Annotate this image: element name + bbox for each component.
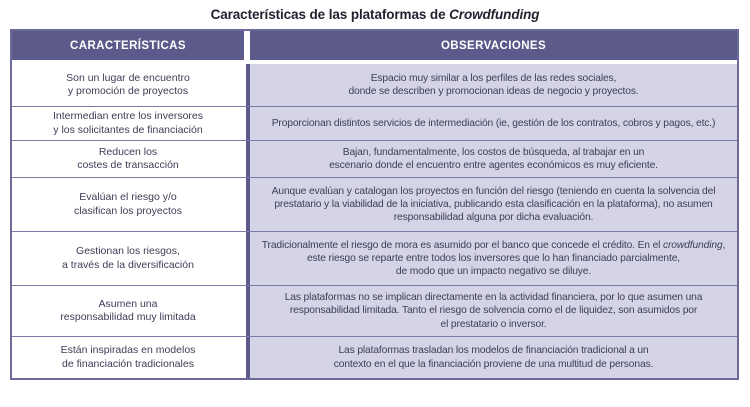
table-row bbox=[12, 140, 737, 177]
cell-line: de modo que un impacto negativo se diluye. bbox=[395, 266, 592, 278]
observation-cell bbox=[250, 107, 737, 140]
characteristic-cell bbox=[12, 141, 244, 177]
characteristics-table bbox=[10, 29, 739, 380]
table-body bbox=[12, 64, 737, 378]
cell-line: Evalúan el riesgo y/o bbox=[79, 191, 177, 204]
cell-line: escenario donde el encuentro entre agentes económicos es muy eficiente. bbox=[329, 160, 658, 171]
cell-line: a través de la diversificación bbox=[62, 258, 194, 271]
cell-line: responsabilidad alguna por dicha evaluación. bbox=[393, 212, 594, 224]
characteristic-cell bbox=[12, 64, 244, 106]
cell-line: Asumen una bbox=[98, 297, 158, 310]
cell-line: costes de transacción bbox=[77, 159, 179, 171]
cell-line: donde se describen y promocionan ideas de negocio y proyectos. bbox=[348, 86, 639, 97]
cell-line: Espacio muy similar a los perfiles de las redes sociales, bbox=[370, 72, 617, 84]
observation-cell bbox=[250, 141, 737, 177]
cell-line: este riesgo se reparte entre todos los inversores que lo han financiado parcialmente, bbox=[306, 252, 681, 264]
cell-line: de financiación tradicionales bbox=[62, 357, 194, 370]
characteristic-cell bbox=[12, 286, 244, 336]
cell-line: prestatario y la viabilidad de la iniciativa, publicando esta clasificación en la plataforma), no asumen bbox=[274, 198, 713, 210]
cell-line: Proporcionan distintos servicios de intermediación (ie, gestión de los contratos, cobros y pagos, etc.) bbox=[271, 117, 716, 129]
page-title-text: Características de las plataformas de bbox=[210, 7, 450, 22]
cell-line: responsabilidad muy limitada bbox=[60, 311, 196, 323]
cell-line: responsabilidad limitada. Tanto el riesgo de solvencia como el de liquidez, son asumidos por bbox=[289, 305, 698, 317]
cell-line: Las plataformas no se implican directamente en la actividad financiera, por lo que asumen una bbox=[284, 292, 703, 304]
table-row bbox=[12, 64, 737, 106]
observation-cell bbox=[250, 178, 737, 231]
characteristic-cell bbox=[12, 107, 244, 140]
cell-line: Gestionan los riesgos, bbox=[76, 245, 180, 258]
observation-cell bbox=[250, 286, 737, 336]
table-row bbox=[12, 231, 737, 285]
observation-cell bbox=[250, 232, 737, 285]
cell-line: Tradicionalmente el riesgo de mora es asumido por el banco que concede el crédito. En el crowdfunding, bbox=[261, 239, 726, 251]
characteristic-cell bbox=[12, 337, 244, 378]
header-cell-observaciones: OBSERVACIONES bbox=[250, 31, 737, 60]
cell-line: el prestatario o inversor. bbox=[440, 318, 547, 330]
cell-line: y promoción de proyectos bbox=[67, 85, 189, 97]
cell-line: Las plataformas trasladan los modelos de financiación tradicional a un bbox=[338, 345, 649, 357]
cell-line: y los solicitantes de financiación bbox=[53, 123, 203, 136]
cell-line: Aunque evalúan y catalogan los proyectos en función del riesgo (teniendo en cuenta la solvencia del bbox=[271, 185, 716, 197]
table-row bbox=[12, 336, 737, 378]
cell-line: Intermedian entre los inversores bbox=[53, 110, 203, 123]
cell-line: Están inspiradas en modelos bbox=[60, 344, 196, 357]
cell-line: Bajan, fundamentalmente, los costos de búsqueda, al trabajar en un bbox=[342, 146, 645, 158]
table-row bbox=[12, 177, 737, 231]
observation-cell bbox=[250, 64, 737, 106]
characteristic-cell bbox=[12, 232, 244, 285]
table-row bbox=[12, 106, 737, 140]
characteristic-cell bbox=[12, 178, 244, 231]
page-title-emphasis: Crowdfunding bbox=[449, 7, 540, 22]
table-header-row bbox=[12, 31, 737, 60]
cell-line: clasifican los proyectos bbox=[74, 204, 182, 217]
header-cell-caracteristicas: CARACTERÍSTICAS bbox=[12, 31, 244, 60]
cell-line: Son un lugar de encuentro bbox=[66, 71, 190, 84]
observation-cell bbox=[250, 337, 737, 378]
cell-line: contexto en el que la financiación proviene de una multitud de personas. bbox=[333, 358, 654, 370]
table-row bbox=[12, 285, 737, 336]
cell-line: Reducen los bbox=[98, 145, 158, 158]
page-title bbox=[0, 7, 750, 22]
